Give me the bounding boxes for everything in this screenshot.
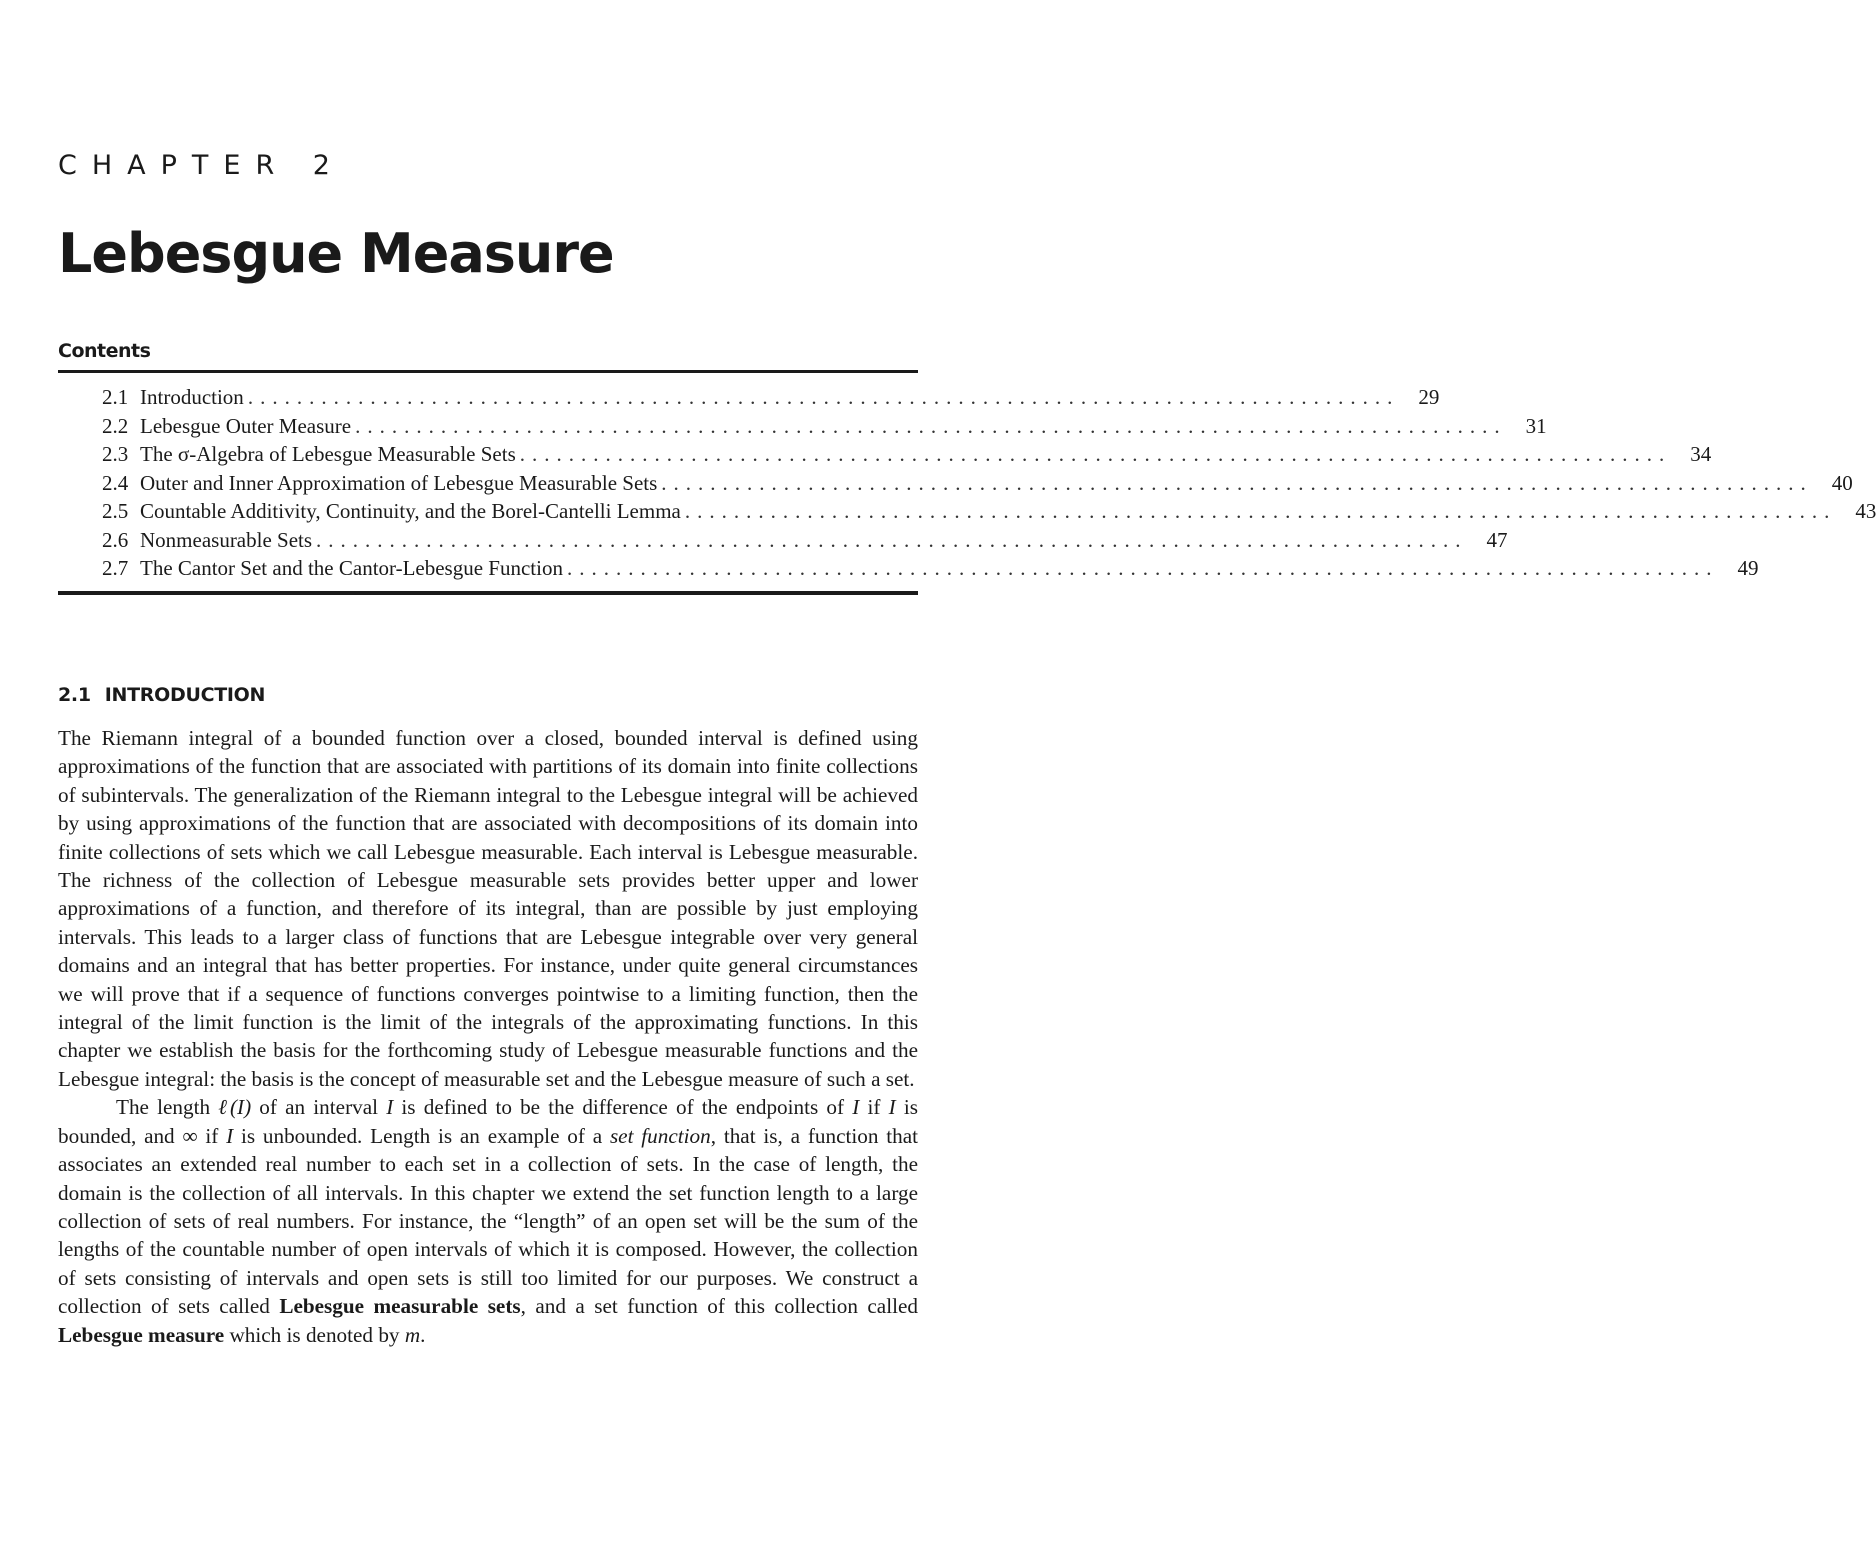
emphasis-set-function: set function <box>609 1123 711 1148</box>
toc-entry-page: 47 <box>1486 527 1508 552</box>
toc-entry-number: 2.6 <box>102 527 129 552</box>
term-lebesgue-measure: Lebesgue measure <box>58 1322 225 1347</box>
toc-entry-page: 40 <box>1831 470 1853 495</box>
toc-entry-number: 2.2 <box>102 413 129 438</box>
toc-leader-dots: .............................................................................................. <box>316 527 1468 552</box>
toc-leader-dots: .............................................................................................. <box>661 470 1813 495</box>
toc-bottom-rule <box>58 591 918 595</box>
toc-entry <box>58 413 1547 443</box>
toc-entry-title: The Cantor Set and the Cantor-Lebesgue Function <box>140 556 567 581</box>
toc-entry <box>58 499 1876 528</box>
toc-entry-title: Outer and Inner Approximation of Lebesgue Measurable Sets <box>140 471 661 496</box>
length-symbol: ℓ(I) <box>218 1095 252 1120</box>
toc-top-rule <box>58 370 918 373</box>
paragraph: The Riemann integral of a bounded function over a closed, bounded interval is defined using approximations of the function that are associated with partitions of its domain into finite collections of subintervals. The generalization of the Riemann integral to the Lebesgue integral will be achieved by using approximations of the function that are associated with decompositions of its domain into finite collections of sets which we call Lebesgue measurable. Each interval is Lebesgue measurable. The richness of the collection of Lebesgue measurable sets provides better upper and lower approximations of a function, and therefore of its integral, than are possible by just employing intervals. This leads to a larger class of functions that are Lebesgue integrable over very general domains and an integral that has better properties. For instance, under quite general circumstances we will prove that if a sequence of functions converges pointwise to a limiting function, then the integral of the limit function is the limit of the integrals of the approximating functions. In this chapter we establish the basis for the forthcoming study of Lebesgue measurable functions and the Lebesgue integral: the basis is the concept of measurable set and the Lebesgue measure of such a set. <box>58 726 918 1091</box>
contents-heading: Contents <box>58 340 151 362</box>
term-lebesgue-measurable-sets: Lebesgue measurable sets <box>279 1294 521 1319</box>
toc-leader-dots: .............................................................................................. <box>247 385 1400 409</box>
toc-entry-page: 31 <box>1525 413 1547 438</box>
toc-entry-page: 43 <box>1855 499 1876 523</box>
chapter-label: CHAPTER 2 <box>58 150 345 181</box>
measure-symbol: m <box>404 1322 421 1347</box>
toc-entry-page: 29 <box>1418 385 1440 409</box>
toc-entry-number: 2.4 <box>102 470 129 495</box>
toc-entry-page: 49 <box>1737 556 1759 580</box>
chapter-title: Lebesgue Measure <box>58 222 614 285</box>
toc-entry <box>58 385 1440 414</box>
toc-entry <box>58 470 1853 500</box>
toc-entry-page: 34 <box>1690 442 1712 466</box>
toc-entry-title: Introduction <box>140 385 248 410</box>
table-of-contents <box>58 370 1876 595</box>
toc-entry-number: 2.1 <box>102 385 129 409</box>
section-number: 2.1 <box>58 684 91 706</box>
toc-entry-title: Lebesgue Outer Measure <box>140 414 355 439</box>
section-body <box>58 724 918 1349</box>
toc-entry-number: 2.3 <box>102 442 129 466</box>
toc-leader-dots: .............................................................................................. <box>566 556 1719 580</box>
toc-entry-number: 2.7 <box>102 556 129 580</box>
paragraph: The length ℓ(I) of an interval I is defined to be the difference of the endpoints of I if I is bounded, and ∞ if I is unbounded. Length is an example of a set function, that is, a function that associates an extended real number to each set in a collection of sets. In the case of length, the domain is the collection of all intervals. In this chapter we extend the set function length to a large collection of sets of real numbers. For instance, the “length” of an open set will be the sum of the lengths of the countable number of open intervals of which it is composed. However, the collection of sets consisting of intervals and open sets is still too limited for our purposes. We construct a collection of sets called Lebesgue measurable sets, and a set function of this collection called Lebesgue measure which is denoted by m. <box>58 1095 919 1347</box>
toc-leader-dots: .............................................................................................. <box>355 413 1507 438</box>
toc-entry-number: 2.5 <box>102 499 129 523</box>
toc-leader-dots: .............................................................................................. <box>519 442 1672 466</box>
toc-entry-title: Countable Additivity, Continuity, and the Borel-Cantelli Lemma <box>140 499 685 524</box>
toc-entry-title: Nonmeasurable Sets <box>140 528 316 553</box>
toc-leader-dots: .............................................................................................. <box>684 499 1837 523</box>
section-title: INTRODUCTION <box>104 684 266 706</box>
toc-entry <box>58 527 1508 557</box>
toc-entry <box>58 556 1759 585</box>
toc-entry <box>58 442 1712 471</box>
toc-entry-title: The σ-Algebra of Lebesgue Measurable Sets <box>140 442 520 467</box>
section-heading <box>58 684 265 706</box>
